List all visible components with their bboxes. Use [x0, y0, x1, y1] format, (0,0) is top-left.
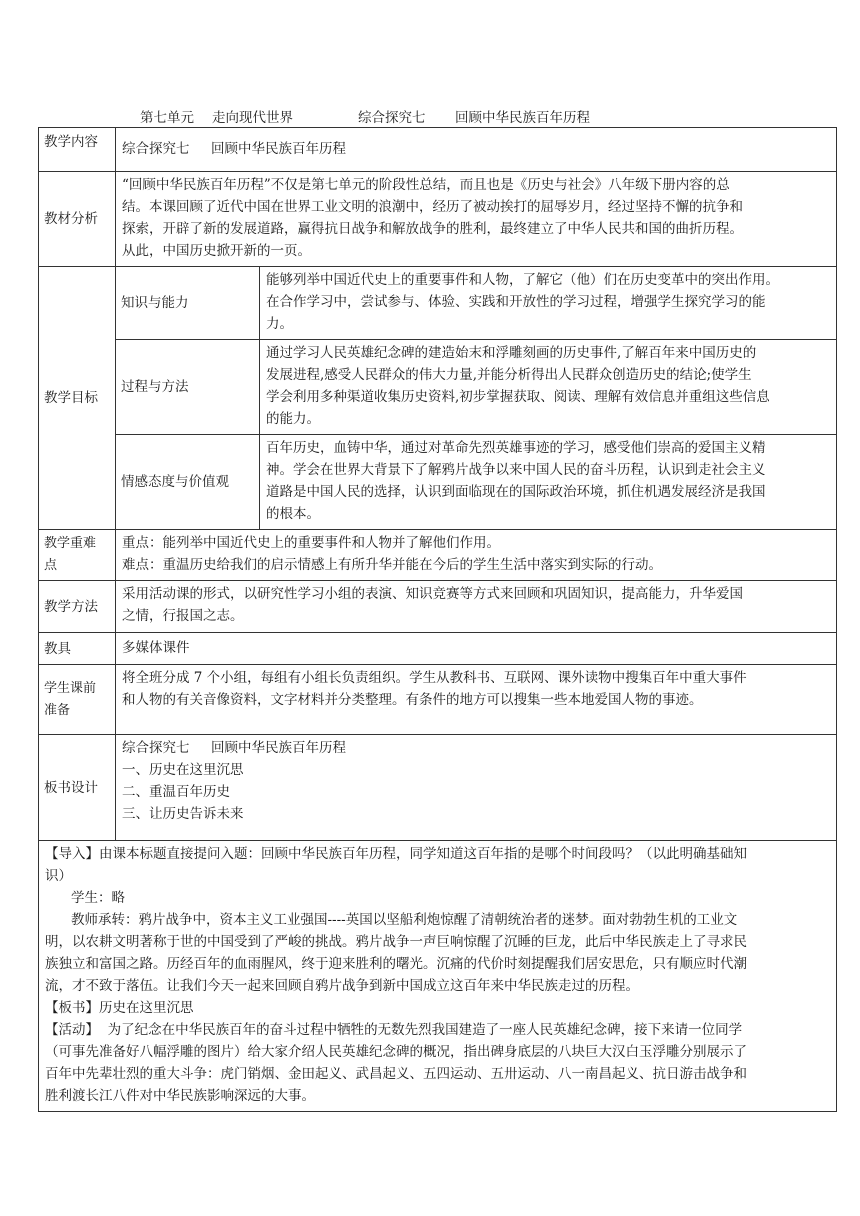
label-key-points: 教学重难 点 — [39, 530, 116, 581]
objective-text-knowledge: 能够列举中国近代史上的重要事件和人物，了解它（他）们在历史变革中的突出作用。 在合作学习中，尝试参与、体验、实践和开放性的学习过程，增强学生探究学习的能 力。 — [260, 267, 837, 340]
objective-text-attitude: 百年历史，血铸中华，通过对革命先烈英雄事迹的学习，感受他们崇高的爱国主义精 神。学会在世界大背景下了解鸦片战争以来中国人民的奋斗历程，认识到走社会主义 道路是中国人民的选择，认识到面临现在的国际政治环境，抓住机遇发展经济是我国 的根本。 — [260, 435, 837, 530]
objective-name-process: 过程与方法 — [116, 340, 260, 435]
row-objective-knowledge — [39, 267, 837, 340]
objective-name-attitude: 情感态度与价值观 — [116, 435, 260, 530]
tools-value: 多媒体课件 — [116, 633, 837, 665]
page-title — [0, 108, 860, 128]
lesson-plan-table — [38, 127, 837, 1112]
row-objective-attitude — [39, 435, 837, 530]
objective-text-process: 通过学习人民英雄纪念碑的建造始末和浮雕刻画的历史事件,了解百年来中国历史的 发展进程,感受人民群众的伟大力量,并能分析得出人民群众创造历史的结论;使学生 学会利用多种渠道收集历史资料,初步掌握获取、阅读、理解有效信息并重组这些信息 的能力。 — [260, 340, 837, 435]
methods-text: 采用活动课的形式，以研究性学习小组的表演、知识竞赛等方式来回顾和巩固知识，提高能力，升华爱国 之情，行报国之志。 — [116, 581, 837, 633]
row-tools — [39, 633, 837, 665]
section-title: 回顾中华民族百年历程 — [455, 110, 590, 126]
row-analysis — [39, 172, 837, 267]
row-content — [39, 128, 837, 172]
label-tools: 教具 — [39, 633, 116, 665]
label-content: 教学内容 — [39, 128, 116, 172]
row-prep — [39, 665, 837, 735]
prep-text: 将全班分成 7 个小组，每组有小组长负责组织。学生从教科书、互联网、课外读物中搜集百年中重大事件 和人物的有关音像资料，文字材料并分类整理。有条件的地方可以搜集一些本地爱国人物的事迹。 — [116, 665, 837, 735]
section-number: 综合探究七 — [358, 110, 426, 126]
unit-number: 第七单元 — [140, 110, 194, 126]
analysis-text: “回顾中华民族百年历程”不仅是第七单元的阶段性总结，而且也是《历史与社会》八年级下册内容的总 结。本课回顾了近代中国在世界工业文明的浪潮中，经历了被动挨打的屈辱岁月，经过坚持不懈的抗争和 探索，开辟了新的发展道路，赢得抗日战争和解放战争的胜利，最终建立了中华人民共和国的曲折历程。 从此，中国历史掀开新的一页。 — [116, 172, 837, 267]
row-methods — [39, 581, 837, 633]
label-analysis: 教材分析 — [39, 172, 116, 267]
label-board: 板书设计 — [39, 735, 116, 841]
row-key-points — [39, 530, 837, 581]
board-text: 综合探究七 回顾中华民族百年历程 一、历史在这里沉思 二、重温百年历史 三、让历史告诉未来 — [116, 735, 837, 841]
label-objectives: 教学目标 — [39, 267, 116, 530]
row-process — [39, 841, 837, 1112]
unit-title: 走向现代世界 — [212, 110, 293, 126]
row-board — [39, 735, 837, 841]
row-objective-process — [39, 340, 837, 435]
content-value: 综合探究七 回顾中华民族百年历程 — [116, 128, 837, 172]
objective-name-knowledge: 知识与能力 — [116, 267, 260, 340]
process-text: 【导入】由课本标题直接提问入题：回顾中华民族百年历程，同学知道这百年指的是哪个时间段吗？（以此明确基础知 识） 学生：略 教师承转：鸦片战争中，资本主义工业强国----英国以坚船利炮惊醒了清朝统治者的迷梦。面对勃勃生机的工业文 明，以农耕文明著称于世的中国受到了严峻的挑战。鸦片战争一声巨响惊醒了沉睡的巨龙，此后中华民族走上了寻求民 族独立和富国之路。历经百年的血雨腥风，终于迎来胜利的曙光。沉痛的代价时刻提醒我们居安思危，只有顺应时代潮 流，才不致于落伍。让我们今天一起来回顾自鸦片战争到新中国成立这百年来中华民族走过的历程。 【板书】历史在这里沉思 【活动】 为了纪念在中华民族百年的奋斗过程中牺牲的无数先烈我国建造了一座人民英雄纪念碑，接下来请一位同学 （可事先准备好八幅浮雕的图片）给大家介绍人民英雄纪念碑的概况，指出碑身底层的八块巨大汉白玉浮雕分别展示了 百年中先辈壮烈的重大斗争：虎门销烟、金田起义、武昌起义、五四运动、五卅运动、八一南昌起义、抗日游击战争和 胜利渡长江八件对中华民族影响深远的大事。 — [39, 841, 837, 1112]
key-points-text: 重点：能列举中国近代史上的重要事件和人物并了解他们作用。 难点：重温历史给我们的启示情感上有所升华并能在今后的学生生活中落实到实际的行动。 — [116, 530, 837, 581]
label-prep: 学生课前 准备 — [39, 665, 116, 735]
label-methods: 教学方法 — [39, 581, 116, 633]
